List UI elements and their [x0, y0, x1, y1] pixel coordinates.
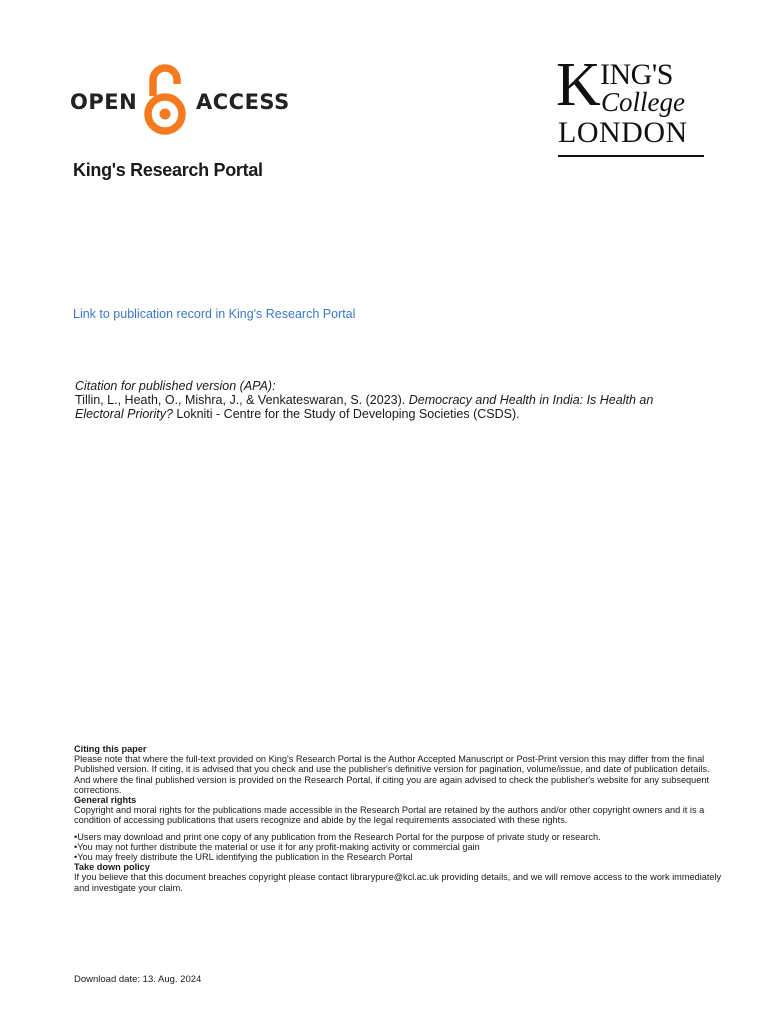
open-access-logo-open-text: OPEN	[70, 90, 138, 114]
citing-text: Please note that where the full-text provided on King's Research Portal is the Author Accepted Manuscript or Post-Print version this may differ from the final Published version. If citing, it is advised that you check and use the publisher's definitive version for pagination, volume/issue, and date of publication details. And where the final published version is provided on the Research Portal, if citing you are again advised to check the publisher's website for any subsequent corrections.	[74, 754, 710, 795]
citation-block	[75, 379, 705, 421]
open-lock-icon	[141, 62, 189, 136]
rights-notice	[74, 744, 724, 893]
citation-title: Democracy and Health in India: Is Health an Electoral Priority?	[75, 393, 654, 421]
portal-title: King's Research Portal	[73, 160, 263, 180]
list-item: •You may freely distribute the URL identifying the publication in the Research Portal	[74, 852, 413, 863]
publication-record-link[interactable]: Link to publication record in King's Research Portal	[73, 307, 356, 321]
rights-heading: General rights	[74, 795, 137, 806]
download-date: Download date: 13. Aug. 2024	[74, 974, 202, 985]
kcl-logo-underline	[558, 155, 704, 157]
kcl-logo-ings: ING'S	[600, 58, 673, 91]
takedown-text: If you believe that this document breaches copyright please contact librarypure@kcl.ac.uk providing details, and we will remove access to the work immediately and investigate your claim.	[74, 872, 722, 893]
citation-publisher: Lokniti - Centre for the Study of Developing Societies (CSDS).	[172, 407, 520, 421]
list-item: •You may not further distribute the material or use it for any profit-making activity or commercial gain	[74, 841, 480, 852]
citation-authors-year: Tillin, L., Heath, O., Mishra, J., & Venkateswaran, S. (2023).	[75, 393, 409, 407]
takedown-heading: Take down policy	[74, 862, 150, 873]
kcl-logo-london: LONDON	[558, 116, 688, 149]
citing-heading: Citing this paper	[74, 744, 147, 754]
citation-heading: Citation for published version (APA):	[75, 379, 276, 393]
usage-bullet-list	[74, 832, 724, 863]
kcl-logo-k: K	[556, 51, 601, 119]
list-item: •Users may download and print one copy of any publication from the Research Portal for the purpose of private study or research.	[74, 831, 601, 842]
kings-college-london-logo	[556, 51, 706, 160]
open-access-logo	[70, 62, 290, 136]
rights-text: Copyright and moral rights for the publications made accessible in the Research Portal are retained by the authors and/or other copyright owners and it is a condition of accessing publications that users recognize and abide by the legal requirements associated with these rights.	[74, 805, 705, 826]
kcl-logo-college: College	[601, 87, 685, 117]
open-access-logo-access-text: ACCESS	[196, 90, 290, 114]
